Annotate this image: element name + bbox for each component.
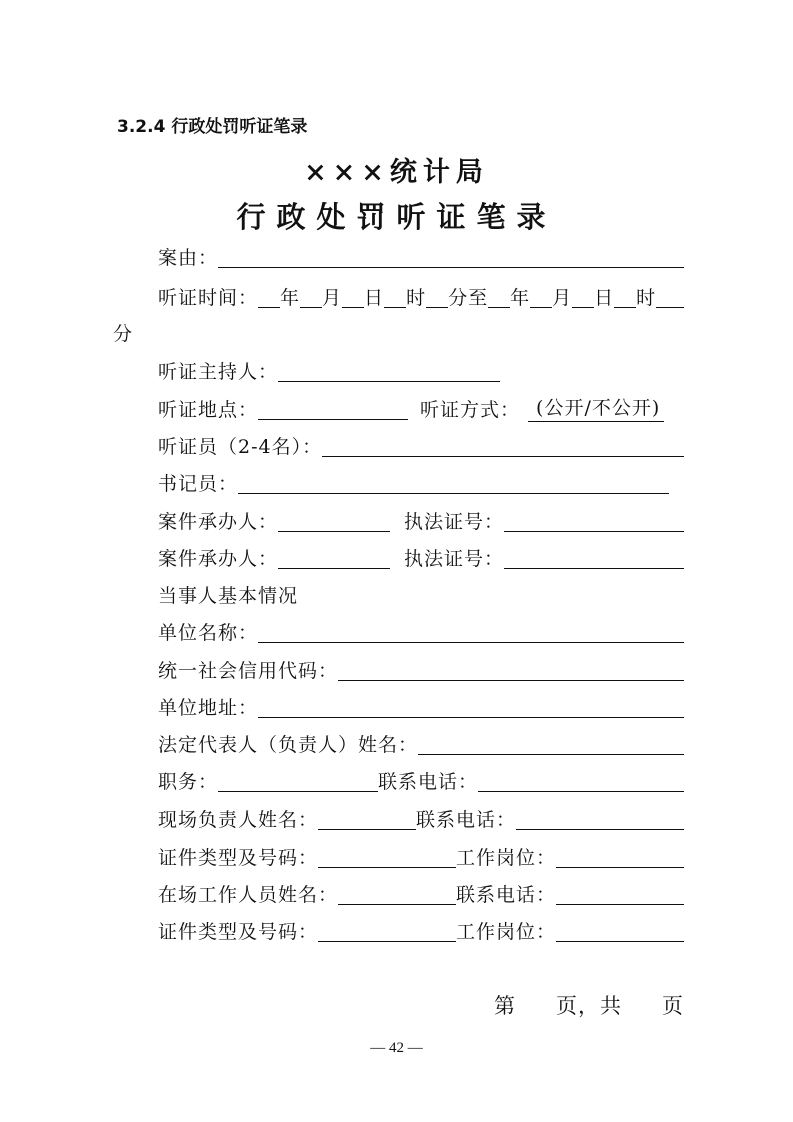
- host-label: 听证主持人：: [158, 361, 279, 383]
- position-line[interactable]: [218, 769, 378, 792]
- party-info-row: [158, 576, 684, 608]
- start-hour-blank[interactable]: [384, 285, 406, 308]
- party-info-heading: 当事人基本情况: [158, 585, 299, 607]
- id-type-line[interactable]: [318, 919, 456, 942]
- legal-rep-label: 法定代表人（负责人）姓名：: [158, 734, 419, 756]
- handler-label: 案件承办人：: [158, 511, 279, 533]
- position-label: 职务：: [158, 771, 219, 793]
- footer-di: 第: [494, 994, 516, 1018]
- minute-unit: 分: [113, 323, 134, 345]
- method-label: 听证方式：: [420, 399, 521, 421]
- place-line[interactable]: [258, 397, 408, 420]
- month-unit: 月: [322, 287, 343, 309]
- start-day-blank[interactable]: [342, 285, 364, 308]
- host-line[interactable]: [278, 359, 500, 382]
- handler-line[interactable]: [278, 546, 390, 569]
- cert-no-label: 执法证号：: [404, 511, 505, 533]
- unit-name-row: [158, 613, 684, 645]
- time-label: 听证时间：: [158, 287, 259, 309]
- credit-code-row: [158, 651, 684, 683]
- phone-label: 联系电话：: [378, 771, 479, 793]
- day-unit: 日: [364, 287, 385, 309]
- hour-unit: 时: [406, 287, 427, 309]
- legal-rep-line[interactable]: [418, 732, 684, 755]
- credit-code-label: 统一社会信用代码：: [158, 660, 339, 682]
- case-label: 案由：: [158, 247, 219, 269]
- legal-rep-row: [158, 725, 684, 757]
- footer-ye: 页: [662, 994, 684, 1018]
- handler-label: 案件承办人：: [158, 548, 279, 570]
- start-month-blank[interactable]: [300, 285, 322, 308]
- footer-page-total: 页，共: [556, 994, 622, 1018]
- phone-line[interactable]: [516, 807, 684, 830]
- id-type-row-1: [158, 838, 684, 870]
- day-unit: 日: [594, 287, 615, 309]
- phone-label: 联系电话：: [416, 809, 517, 831]
- start-minute-blank[interactable]: [426, 285, 448, 308]
- phone-line[interactable]: [478, 769, 684, 792]
- case-row: [158, 238, 684, 270]
- method-value[interactable]: (公开/不公开): [528, 393, 664, 422]
- phone-line[interactable]: [556, 882, 684, 905]
- handler-row-1: [158, 502, 684, 534]
- end-day-blank[interactable]: [572, 285, 594, 308]
- members-line[interactable]: [322, 434, 684, 457]
- onsite-staff-line[interactable]: [338, 882, 456, 905]
- phone-label: 联系电话：: [456, 884, 557, 906]
- year-unit: 年: [510, 287, 531, 309]
- work-post-label: 工作岗位：: [456, 847, 557, 869]
- credit-code-line[interactable]: [338, 658, 684, 681]
- id-type-label: 证件类型及号码：: [158, 847, 319, 869]
- work-post-line[interactable]: [556, 845, 684, 868]
- id-type-label: 证件类型及号码：: [158, 921, 319, 943]
- members-label: 听证员（2-4名）：: [158, 436, 323, 458]
- clerk-label: 书记员：: [158, 473, 239, 495]
- place-label: 听证地点：: [158, 399, 259, 421]
- form-title: 行政处罚听证笔录: [236, 200, 557, 234]
- section-heading: 3.2.4 行政处罚听证笔录: [117, 117, 308, 137]
- members-row: [158, 427, 684, 459]
- clerk-row: [158, 464, 669, 496]
- month-unit: 月: [552, 287, 573, 309]
- cert-no-line[interactable]: [504, 509, 684, 532]
- end-hour-blank[interactable]: [614, 285, 636, 308]
- time-row-wrap: [113, 314, 684, 346]
- page-counter: [494, 990, 684, 1020]
- onsite-staff-label: 在场工作人员姓名：: [158, 884, 339, 906]
- unit-addr-label: 单位地址：: [158, 697, 259, 719]
- work-post-label: 工作岗位：: [456, 921, 557, 943]
- minute-to-unit: 分至: [448, 287, 489, 309]
- work-post-line[interactable]: [556, 919, 684, 942]
- cert-no-label: 执法证号：: [404, 548, 505, 570]
- bureau-title: ×××统计局: [304, 157, 489, 188]
- cert-no-line[interactable]: [504, 546, 684, 569]
- end-year-blank[interactable]: [488, 285, 510, 308]
- unit-addr-row: [158, 688, 684, 720]
- case-line[interactable]: [218, 245, 684, 268]
- onsite-head-row: [158, 800, 684, 832]
- start-year-blank[interactable]: [258, 285, 280, 308]
- onsite-head-label: 现场负责人姓名：: [158, 809, 319, 831]
- end-month-blank[interactable]: [530, 285, 552, 308]
- id-type-row-2: [158, 912, 684, 944]
- host-row: [158, 352, 684, 384]
- unit-name-line[interactable]: [258, 620, 684, 643]
- place-row: [158, 390, 684, 422]
- clerk-line[interactable]: [238, 471, 669, 494]
- position-row: [158, 762, 684, 794]
- hour-unit: 时: [636, 287, 657, 309]
- end-minute-blank[interactable]: [656, 285, 684, 308]
- unit-name-label: 单位名称：: [158, 622, 259, 644]
- handler-line[interactable]: [278, 509, 390, 532]
- page-number: — 42 —: [370, 1040, 423, 1056]
- id-type-line[interactable]: [318, 845, 456, 868]
- time-row: [158, 278, 684, 310]
- onsite-head-line[interactable]: [318, 807, 416, 830]
- handler-row-2: [158, 539, 684, 571]
- unit-addr-line[interactable]: [258, 695, 684, 718]
- onsite-staff-row: [158, 875, 684, 907]
- year-unit: 年: [280, 287, 301, 309]
